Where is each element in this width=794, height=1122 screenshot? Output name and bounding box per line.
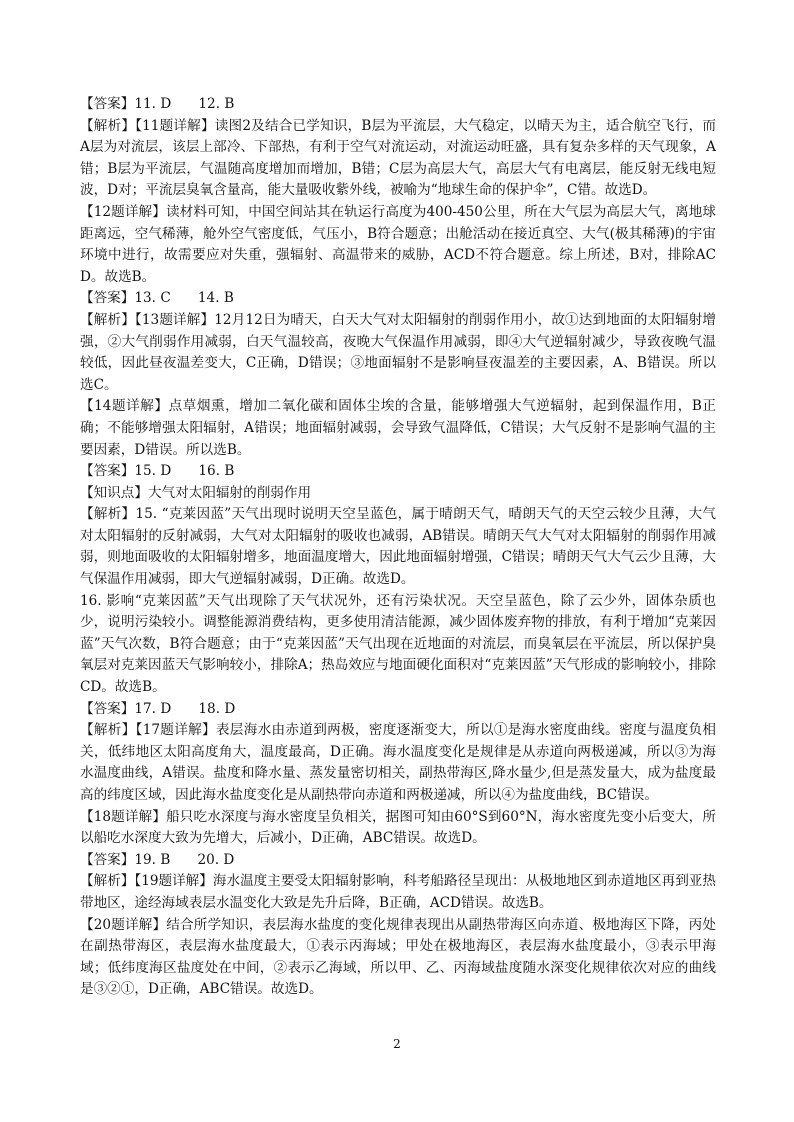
- text: 点草烟熏，增加二氧化碳和固体尘埃的含量，能够增强大气逆辐射，起到保温作用，B正确；不能够增强太阳辐射，A错误；地面辐射减弱，会导致气温降低，C错误；大气反射不是影响气温的主要因素，D错误。所以选B。: [80, 398, 716, 458]
- analysis-19: [80, 871, 716, 914]
- text: 船只吃水深度与海水密度呈负相关，据图可知由60°S到60°N，海水密度先变小后变大，所以船吃水深度大致为先增大，后减小，D正确，ABC错误。故选D。: [80, 808, 716, 847]
- analysis-11: [80, 116, 716, 202]
- text: 15. “克莱因蓝”天气出现时说明天空呈蓝色，属于晴朗天气，晴朗天气的天空云较少且薄，大气对太阳辐射的反射减弱，大气对太阳辐射的吸收也减弱，AB错误。晴朗天气大气对太阳辐射的削弱作用减弱，则地面吸收的太阳辐射增多，地面温度增大，因此地面辐射增强，C错误；晴朗天气大气云少且薄，大气保温作用减弱，即大气逆辐射减弱，D正确。故选D。: [80, 506, 717, 588]
- text: 大气对太阳辐射的削弱作用: [147, 484, 312, 501]
- analysis-18: [80, 807, 716, 850]
- text: 读材料可知，中国空间站其在轨运行高度为400-450公里，所在大气层为高层大气，离地球距离远，空气稀薄，舱外空气密度低，气压小，B符合题意；出舱活动在接近真空、大气(极其稀薄)的宇宙环境中进行，故需要应对失重，强辐射、高温带来的威胁，ACD不符合题意。综上所述，B对，排除ACD。故选B。: [80, 203, 716, 285]
- text: 19. B 20. D: [134, 851, 235, 868]
- analysis-15: [80, 504, 716, 590]
- analysis-17: [80, 720, 716, 806]
- text: 读图2及结合已学知识，B层为平流层，大气稳定，以晴天为主，适合航空飞行，而A层为对流层，该层上部冷、下部热，有利于空气对流运动，对流运动旺盛，具有复杂多样的天气现象，A错；B层为平流层，气温随高度增加而增加，B错；C层为高层大气，高层大气有电离层，能反射无线电短波，D对；平流层臭氧含量高，能大量吸收紫外线，被喻为“地球生命的保护伞”，C错。故选D。: [80, 117, 717, 199]
- label: 【解析】【19题详解】: [80, 873, 213, 890]
- label: 【答案】: [80, 700, 135, 717]
- label: 【答案】: [80, 96, 135, 112]
- label: 【答案】: [80, 851, 135, 868]
- label: 【12题详解】: [80, 203, 166, 220]
- text: 海水温度主要受太阳辐射影响，科考船路径呈现出：从极地地区到赤道地区再到亚热带地区，途经海域表层水温变化大致是先升后降，B正确，ACD错误。故选B。: [80, 873, 717, 911]
- answer-content: [80, 94, 716, 1001]
- label: 【20题详解】: [80, 916, 167, 933]
- answer-line-17-18: [80, 699, 716, 721]
- answer-line-15-16: [80, 461, 716, 483]
- text: 结合所学知识，表层海水盐度的变化规律表现出从副热带海区向赤道、极地海区下降，丙处在副热带海区，表层海水盐度最大，①表示丙海域；甲处在极地海区，表层海水盐度最小，③表示甲海域；低纬度海区盐度处在中间，②表示乙海域，所以甲、乙、丙海域盐度随水深变化规律依次对应的曲线是③②①，D正确，ABC错误。故选D。: [80, 916, 716, 998]
- label: 【解析】【11题详解】: [80, 117, 215, 134]
- analysis-12: [80, 202, 716, 288]
- analysis-20: [80, 915, 716, 1001]
- analysis-16: [80, 591, 716, 699]
- label: 【知识点】: [80, 484, 148, 501]
- text: 表层海水由赤道到两极，密度逐渐变大，所以①是海水密度曲线。密度与温度负相关，低纬地区太阳高度角大，温度最高，D正确。海水温度变化是规律是从赤道向两极递减，所以③为海水温度曲线，A错误。盐度和降水量、蒸发量密切相关，副热带海区,降水量少,但是蒸发量大，成为盐度最高的纬度区域，因此海水盐度变化是从副热带向赤道和两极递减，所以④为盐度曲线，BC错误。: [80, 722, 716, 803]
- text: 17. D 18. D: [134, 700, 236, 717]
- label: 【答案】: [80, 463, 135, 480]
- label: 【解析】: [80, 506, 136, 523]
- label: 【解析】【17题详解】: [80, 722, 216, 739]
- text: 11. D 12. B: [134, 96, 235, 112]
- page-number: 2: [393, 1037, 401, 1051]
- text: 13. C 14. B: [134, 290, 234, 307]
- analysis-13: [80, 310, 716, 396]
- answer-line-11-12: [80, 94, 716, 116]
- label: 【18题详解】: [80, 808, 167, 825]
- answer-line-13-14: [80, 288, 716, 310]
- answer-line-19-20: [80, 850, 716, 872]
- label: 【答案】: [80, 290, 135, 307]
- text: 12月12日为晴天，白天大气对太阳辐射的削弱作用小，故①达到地面的太阳辐射增强，②大气削弱作用减弱，白天气温较高，夜晚大气保温作用减弱，即④大气逆辐射减少，导致夜晚气温较低，因此昼夜温差变大，C正确，D错误；③地面辐射不是影响昼夜温差的主要因素，A、B错误。所以选C。: [80, 311, 717, 393]
- label: 【14题详解】: [80, 398, 169, 415]
- knowledge-point: [80, 483, 716, 505]
- analysis-14: [80, 396, 716, 461]
- text: 15. D 16. B: [134, 463, 235, 480]
- text: 16. 影响“克莱因蓝”天气出现除了天气状况外，还有污染状况。天空呈蓝色，除了云少外，固体杂质也少，说明污染较小。调整能源消费结构，更多使用清洁能源，减少固体废弃物的排放，有利于增加“克莱因蓝”天气次数，B符合题意；由于“克莱因蓝”天气出现在近地面的对流层，而臭氧层在平流层，所以保护臭氧层对克莱因蓝天气影响较小，排除A；热岛效应与地面硬化面积对“克莱因蓝”天气形成的影响较小，排除CD。故选B。: [80, 592, 716, 696]
- label: 【解析】【13题详解】: [80, 311, 215, 328]
